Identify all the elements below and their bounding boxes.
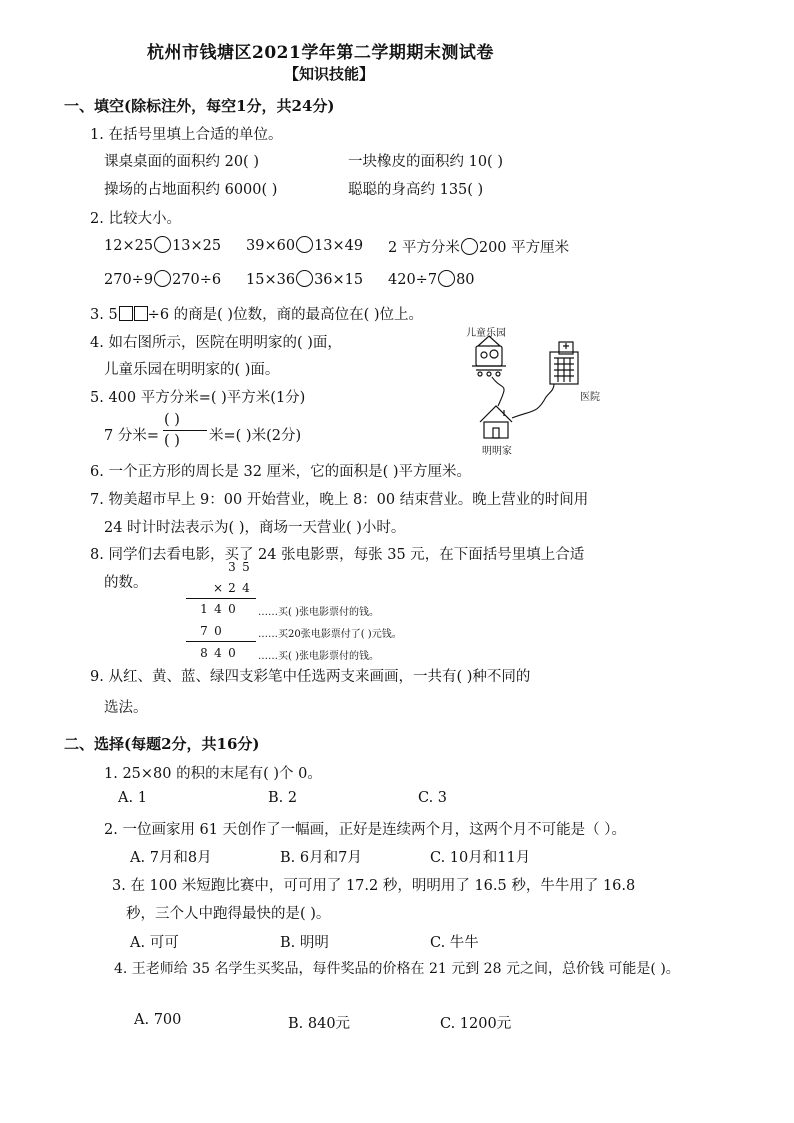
path-park-home [492, 377, 504, 406]
calc-partial-1: 1 4 0 [200, 602, 236, 616]
hospital-icon [550, 342, 578, 384]
q5-line2a: 7 分米= [104, 428, 159, 444]
location-map [462, 322, 612, 458]
section2-heading: 二、选择(每题2分，共16分) [64, 735, 260, 753]
s2-q4-option-b: B. 840元 [288, 1016, 351, 1032]
q1-blank-b: 一块橡皮的面积约 10( ) [348, 154, 503, 170]
q2-row1-c: 2 平方分米 200 平方厘米 [388, 240, 570, 256]
q1-stem: 1. 在括号里填上合适的单位。 [90, 127, 283, 143]
q4-line2: 儿童乐园在明明家的( )面。 [104, 362, 280, 378]
q6: 6. 一个正方形的周长是 32 厘米，它的面积是( )平方厘米。 [90, 464, 472, 480]
s2-q1-option-c: C. 3 [418, 790, 448, 806]
s2-q3-line1: 3. 在 100 米短跑比赛中，可可用了 17.2 秒，明明用了 16.5 秒，牛牛用了 16.8 [112, 878, 636, 894]
s2-q3-option-a: A. 可可 [130, 935, 179, 951]
q7-line2: 24 时计时法表示为( )，商场一天营业( )小时。 [104, 520, 406, 536]
s2-q2-option-c: C. 10月和11月 [430, 850, 531, 866]
fraction-denominator: ( ) [164, 433, 180, 449]
s2-q4-option-a: A. 700 [134, 1012, 182, 1028]
q8-line1: 8. 同学们去看电影，买了 24 张电影票，每张 35 元，在下面括号里填上合适 [90, 547, 585, 563]
s2-q2-option-b: B. 6月和7月 [280, 850, 362, 866]
s2-q3-option-b: B. 明明 [280, 935, 329, 951]
q1-blank-a: 课桌桌面的面积约 20( ) [104, 154, 259, 170]
calc-line-1 [186, 598, 256, 599]
calc-multiplier: × 2 4 [212, 581, 250, 595]
q2-row1-b: 39×60 13×49 [246, 238, 364, 254]
calc-line-2 [186, 641, 256, 642]
s2-q3-line2: 秒，三个人中跑得最快的是( )。 [126, 906, 331, 922]
calc-partial-2: 7 0 [200, 624, 222, 638]
q4-line1: 4. 如右图所示，医院在明明家的( )面， [90, 335, 342, 351]
digit-box [134, 306, 148, 321]
s2-q4-option-c: C. 1200元 [440, 1016, 512, 1032]
compare-circle [461, 238, 478, 255]
exam-subtitle: 【知识技能】 [284, 65, 375, 83]
park-icon [472, 336, 506, 376]
q1-blank-d: 聪聪的身高约 135( ) [348, 182, 484, 198]
q8-line2: 的数。 [104, 575, 148, 591]
compare-circle [296, 270, 313, 287]
q5-line2b: 米=( )米(2分) [209, 428, 302, 444]
map-label-park: 儿童乐园 [466, 328, 506, 339]
fraction-numerator: ( ) [164, 412, 180, 428]
home-icon [480, 406, 512, 438]
calc-note-2: ……买20张电影票付了( )元钱。 [258, 629, 402, 640]
q1-blank-c: 操场的占地面积约 6000( ) [104, 182, 278, 198]
compare-circle [438, 270, 455, 287]
s2-q4-stem: 4. 王老师给 35 名学生买奖品，每件奖品的价格在 21 元到 28 元之间，总价钱 可能是( )。 [114, 961, 680, 977]
calc-note-1: ……买( )张电影票付的钱。 [258, 607, 379, 618]
q3: 3. 5 ÷6 的商是( )位数，商的最高位在( )位上。 [90, 307, 424, 323]
calc-total: 8 4 0 [200, 646, 236, 660]
calc-multiplicand: 3 5 [228, 560, 250, 574]
path-home-hospital [512, 384, 554, 418]
q9-line2: 选法。 [104, 700, 148, 716]
q2-row2-a: 270÷9 270÷6 [104, 272, 222, 288]
s2-q3-option-c: C. 牛牛 [430, 935, 479, 951]
map-label-hospital: 医院 [580, 392, 600, 403]
calc-note-3: ……买( )张电影票付的钱。 [258, 651, 379, 662]
s2-q1-option-b: B. 2 [268, 790, 298, 806]
q7-line1: 7. 物美超市早上 9：00 开始营业，晚上 8：00 结束营业。晚上营业的时间用 [90, 492, 589, 508]
q5-line1: 5. 400 平方分米=( )平方米(1分) [90, 390, 306, 406]
compare-circle [154, 270, 171, 287]
s2-q2-option-a: A. 7月和8月 [130, 850, 212, 866]
digit-box [119, 306, 133, 321]
q2-row1-a: 12×25 13×25 [104, 238, 222, 254]
compare-circle [154, 236, 171, 253]
q2-row2-c: 420÷7 80 [388, 272, 475, 288]
fraction-bar [163, 430, 207, 431]
s2-q2-stem: 2. 一位画家用 61 天创作了一幅画，正好是连续两个月，这两个月不可能是（ ）。 [104, 822, 626, 838]
map-label-home: 明明家 [482, 446, 512, 457]
q2-stem: 2. 比较大小。 [90, 211, 181, 227]
q2-row2-b: 15×36 36×15 [246, 272, 364, 288]
exam-title: 杭州市钱塘区2021学年第二学期期末测试卷 [147, 43, 494, 63]
section1-heading: 一、填空(除标注外，每空1分，共24分) [64, 97, 335, 115]
compare-circle [296, 236, 313, 253]
q9-line1: 9. 从红、黄、蓝、绿四支彩笔中任选两支来画画，一共有( )种不同的 [90, 669, 531, 685]
s2-q1-stem: 1. 25×80 的积的末尾有( )个 0。 [104, 766, 322, 782]
s2-q1-option-a: A. 1 [118, 790, 147, 806]
